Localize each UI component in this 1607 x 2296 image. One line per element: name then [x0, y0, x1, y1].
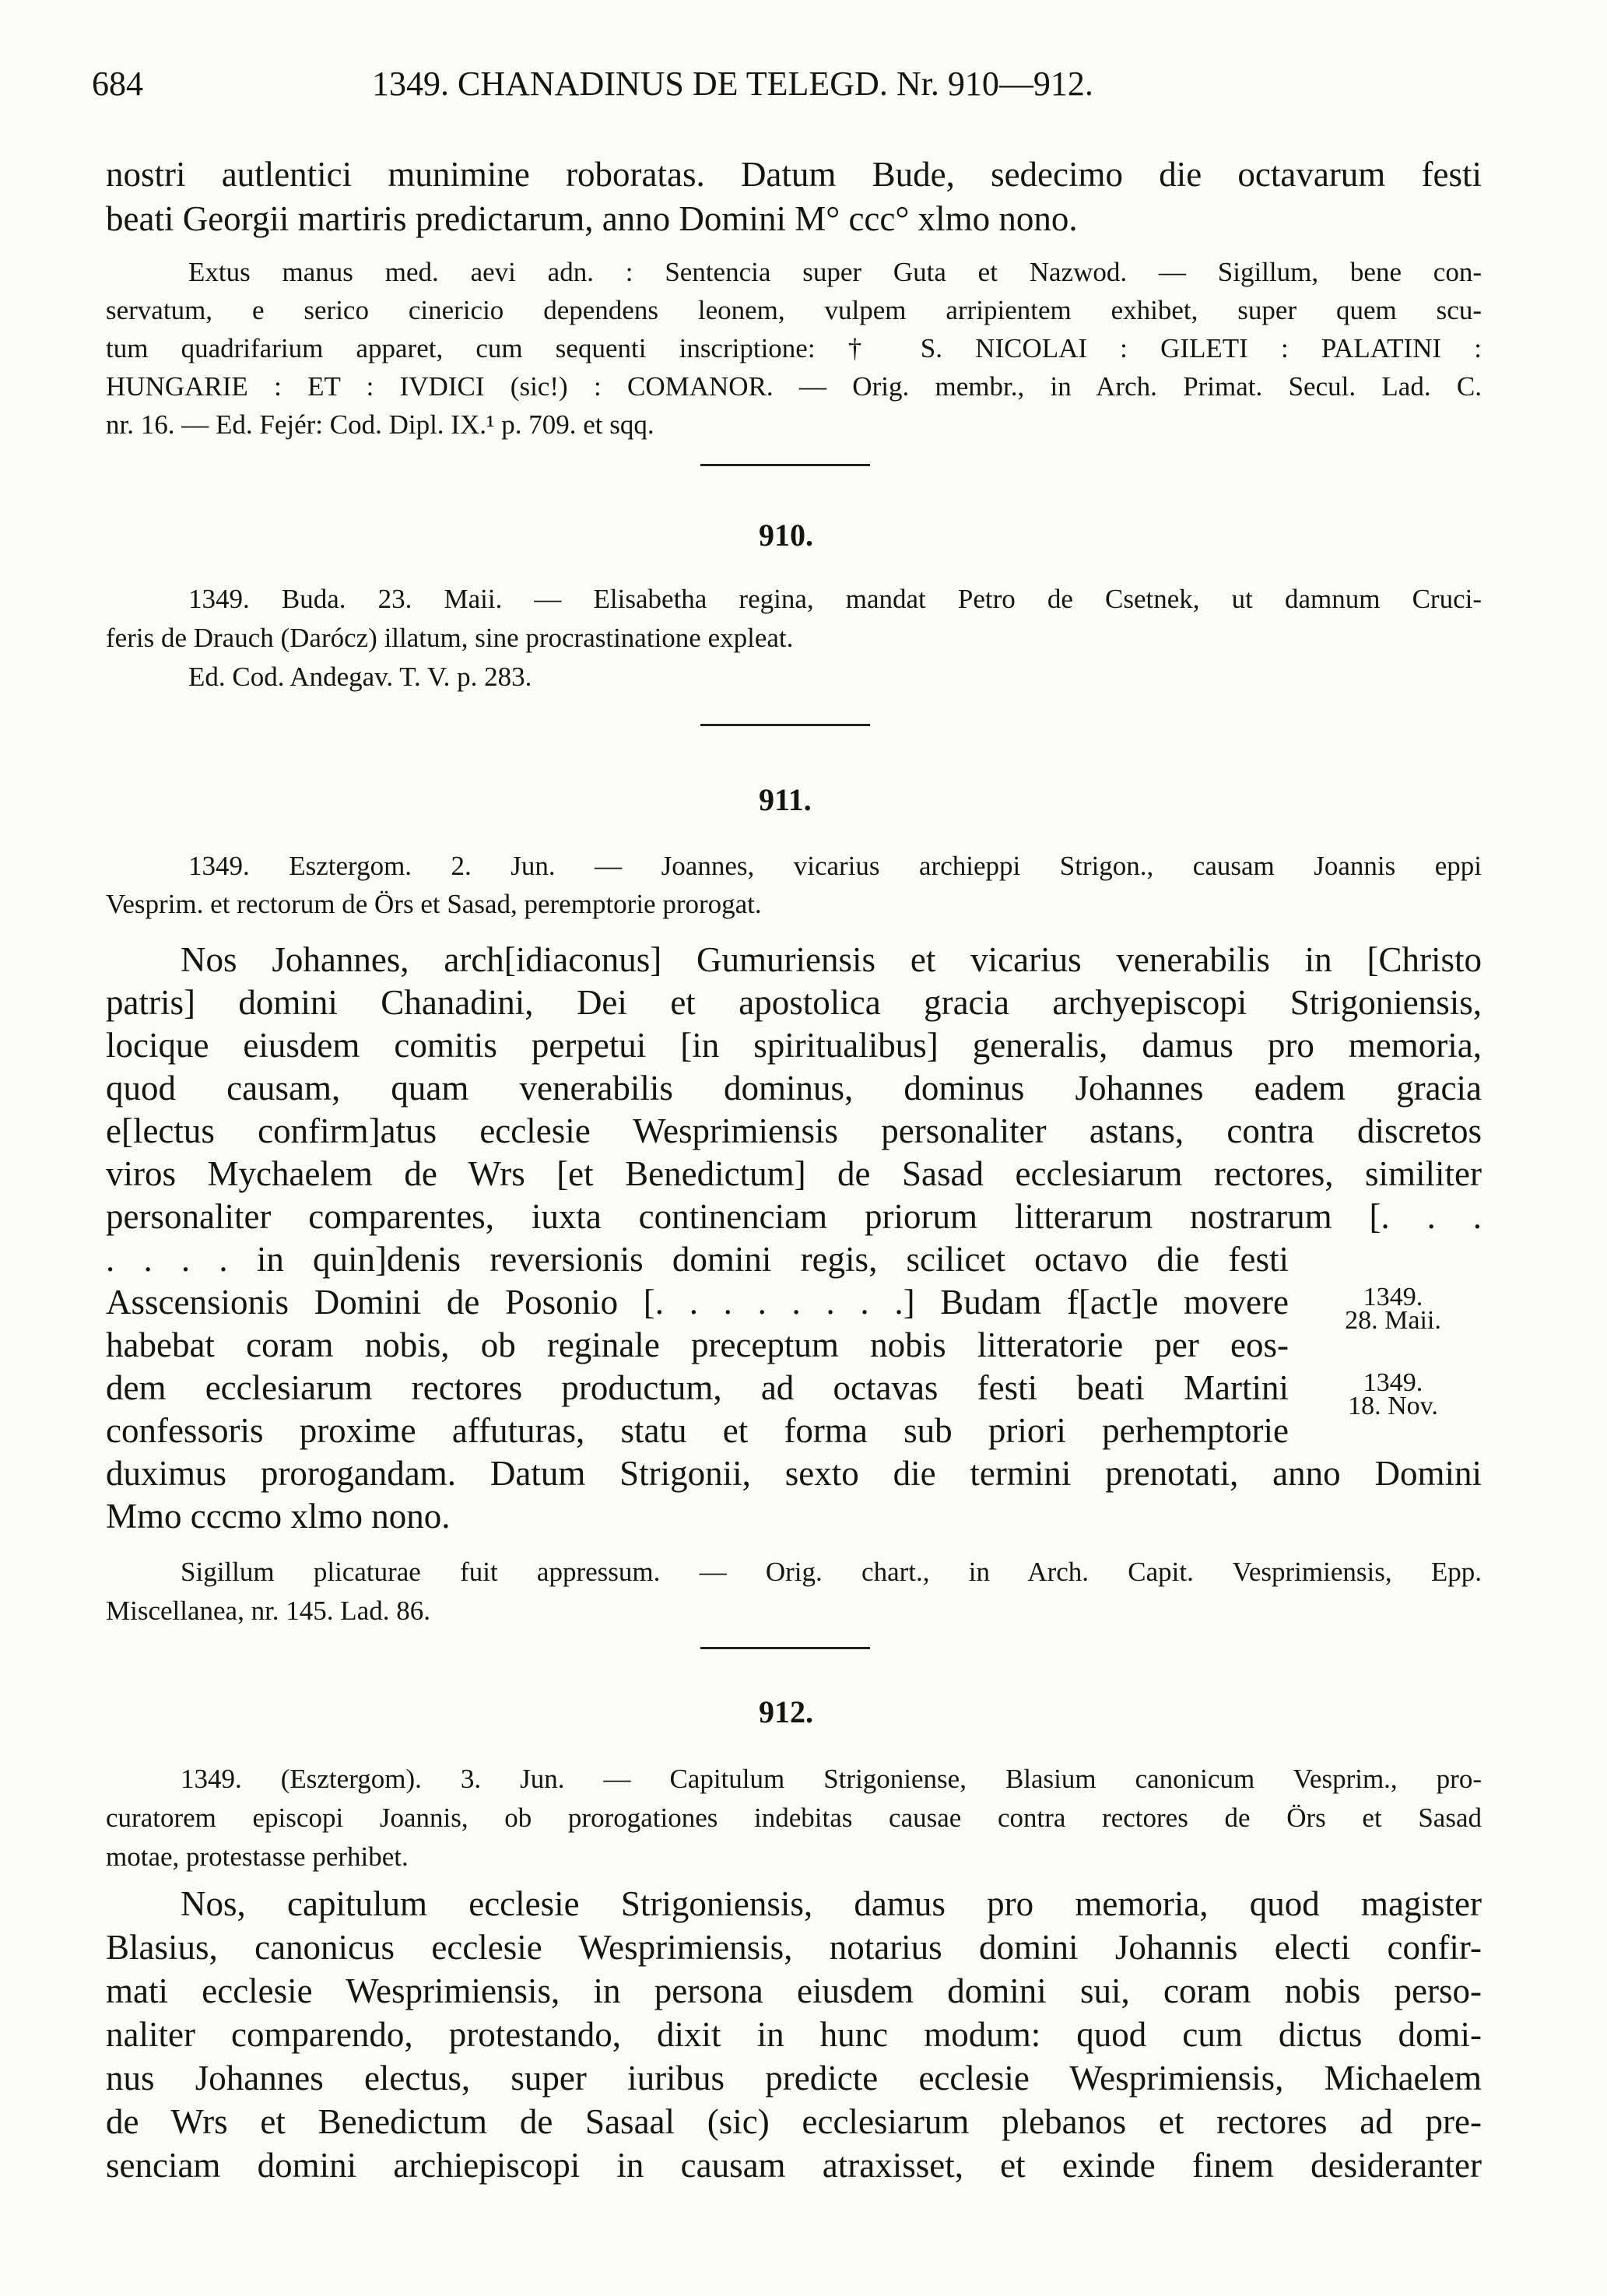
doc-number: 911.	[759, 782, 812, 817]
note-line: Sigillum plicaturae fuit appressum. — Orig. chart., in Arch. Capit. Vesprimiensis, Epp.	[181, 1557, 1482, 1587]
body-line: senciam domini archiepiscopi in causam atraxisset, et exinde finem desideranter	[106, 2146, 1482, 2185]
edition-note: Ed. Cod. Andegav. T. V. p. 283.	[188, 662, 532, 692]
doc-number: 912.	[759, 1694, 813, 1729]
body-line: Nos, capitulum ecclesie Strigoniensis, damus pro memoria, quod magister	[181, 1884, 1482, 1923]
section-divider	[700, 724, 870, 726]
body-line: dem ecclesiarum rectores productum, ad octavas festi beati Martini	[106, 1368, 1289, 1407]
section-divider	[700, 1647, 870, 1649]
body-line: Nos Johannes, arch[idiaconus] Gumuriensis et vicarius venerabilis in [Christo	[181, 940, 1482, 979]
summary-line: 1349. Esztergom. 2. Jun. — Joannes, vicarius archieppi Strigon., causam Joannis eppi	[188, 851, 1482, 881]
summary-line: motae, protestasse perhibet.	[106, 1841, 409, 1872]
note-line: Miscellanea, nr. 145. Lad. 86.	[106, 1596, 430, 1626]
continuation-line: beati Georgii martiris predictarum, anno Domini M° ccc° xlmo nono.	[106, 199, 1078, 238]
summary-line: Vesprim. et rectorum de Örs et Sasad, peremptorie prorogat.	[106, 889, 762, 919]
body-line: de Wrs et Benedictum de Sasaal (sic) ecclesiarum plebanos et rectores ad pre-	[106, 2102, 1482, 2141]
body-line: . . . . in quin]denis reversionis domini regis, scilicet octavo die festi	[106, 1240, 1289, 1279]
note-line: Extus manus med. aevi adn. : Sentencia super Guta et Nazwod. — Sigillum, bene con-	[188, 257, 1482, 287]
note-line: servatum, e serico cinericio dependens leonem, vulpem arripientem exhibet, super quem scu-	[106, 295, 1482, 325]
doc-number: 910.	[759, 518, 813, 553]
body-line: duximus prorogandam. Datum Strigonii, sexto die termini prenotati, anno Domini	[106, 1454, 1482, 1493]
body-line: habebat coram nobis, ob reginale preceptum nobis litteratorie per eos-	[106, 1325, 1289, 1364]
summary-line: 1349. Buda. 23. Maii. — Elisabetha regina, mandat Petro de Csetnek, ut damnum Cruci-	[188, 584, 1482, 614]
body-line: viros Mychaelem de Wrs [et Benedictum] de Sasad ecclesiarum rectores, similiter	[106, 1154, 1482, 1193]
body-line: quod causam, quam venerabilis dominus, dominus Johannes eadem gracia	[106, 1069, 1482, 1108]
continuation-line: nostri autlentici munimine roboratas. Datum Bude, sedecimo die octavarum festi	[106, 155, 1482, 194]
margin-date-note: 1349. 28. Maii.	[1345, 1283, 1441, 1335]
body-line: personaliter comparentes, iuxta continenciam priorum litterarum nostrarum [. . .	[106, 1197, 1482, 1236]
body-line: naliter comparendo, protestando, dixit in hunc modum: quod cum dictus domi-	[106, 2015, 1482, 2054]
body-line: e[lectus confirm]atus ecclesie Wesprimiensis personaliter astans, contra discretos	[106, 1111, 1482, 1150]
summary-line: 1349. (Esztergom). 3. Jun. — Capitulum Strigoniense, Blasium canonicum Vesprim., pro-	[181, 1764, 1482, 1794]
note-line: tum quadrifarium apparet, cum sequenti inscriptione: † S. NICOLAI : GILETI : PALATINI :	[106, 333, 1482, 363]
body-line: locique eiusdem comitis perpetui [in spiritualibus] generalis, damus pro memoria,	[106, 1026, 1482, 1065]
running-title: 1349. CHANADINUS DE TELEGD. Nr. 910—912.	[372, 65, 1093, 103]
body-line: patris] domini Chanadini, Dei et apostolica gracia archyepiscopi Strigoniensis,	[106, 983, 1482, 1022]
margin-date-note: 1349. 18. Nov.	[1348, 1368, 1438, 1420]
note-line: nr. 16. — Ed. Fejér: Cod. Dipl. IX.¹ p. 709. et sqq.	[106, 409, 654, 440]
body-line: Mmo cccmo xlmo nono.	[106, 1497, 451, 1536]
body-line: nus Johannes electus, super iuribus predicte ecclesie Wesprimiensis, Michaelem	[106, 2059, 1482, 2098]
body-line: Blasius, canonicus ecclesie Wesprimiensis, notarius domini Johannis electi confir-	[106, 1928, 1482, 1967]
body-line: Asscensionis Domini de Posonio [. . . . . . . .] Budam f[act]e movere	[106, 1283, 1289, 1322]
note-line: HUNGARIE : ET : IVDICI (sic!) : COMANOR. — Orig. membr., in Arch. Primat. Secul. Lad. C.	[106, 371, 1482, 402]
summary-line: curatorem episcopi Joannis, ob prorogationes indebitas causae contra rectores de Örs et Sasad	[106, 1803, 1482, 1833]
section-divider	[700, 464, 870, 466]
summary-line: feris de Drauch (Darócz) illatum, sine procrastinatione expleat.	[106, 623, 794, 653]
page-number: 684	[92, 65, 143, 103]
body-line: mati ecclesie Wesprimiensis, in persona eiusdem domini sui, coram nobis perso-	[106, 1971, 1482, 2010]
body-line: confessoris proxime affuturas, statu et forma sub priori perhemptorie	[106, 1411, 1289, 1450]
